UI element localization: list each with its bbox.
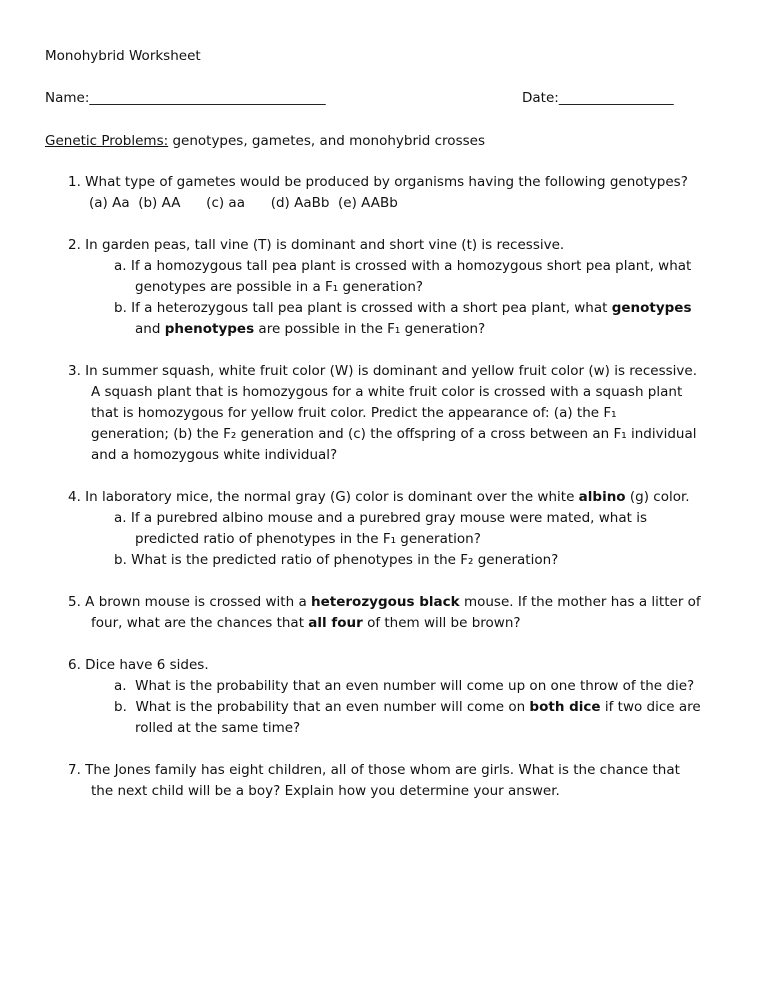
question-5-line1 bbox=[68, 592, 701, 612]
emphasis-all-four: all four bbox=[308, 615, 363, 631]
question-3-line1: 3. In summer squash, white fruit color (W) is dominant and yellow fruit color (w) is recessive. bbox=[68, 363, 697, 379]
question-1-options: (a) Aa (b) AA (c) aa (d) AaBb (e) AABb bbox=[89, 195, 398, 211]
question-6a-line1: a. What is the probability that an even number will come up on one throw of the die? bbox=[114, 678, 695, 694]
question-4b-line1: b. What is the predicted ratio of phenotypes in the F₂ generation? bbox=[114, 552, 559, 568]
question-3-line5: and a homozygous white individual? bbox=[91, 447, 338, 463]
question-5-line2-end: of them will be brown? bbox=[362, 615, 521, 631]
question-2b-text-start: and bbox=[135, 321, 165, 337]
worksheet-title: Monohybrid Worksheet bbox=[45, 48, 201, 64]
question-3-line3: that is homozygous for yellow fruit color. Predict the appearance of: (a) the F₁ bbox=[91, 405, 617, 421]
question-5-line2-text: four, what are the chances that bbox=[91, 615, 309, 631]
question-7-line2: the next child will be a boy? Explain how you determine your answer. bbox=[91, 783, 560, 799]
section-heading-label: Genetic Problems: bbox=[45, 133, 169, 149]
question-4-text: 4. In laboratory mice, the normal gray (G) color is dominant over the white bbox=[68, 489, 579, 505]
question-4-line1 bbox=[68, 487, 690, 507]
question-2b-line2 bbox=[135, 319, 485, 339]
question-6b-text-end: if two dice are bbox=[600, 699, 701, 715]
question-4a-line2: predicted ratio of phenotypes in the F₁ generation? bbox=[135, 531, 481, 547]
question-6b-text: b. What is the probability that an even number will come on bbox=[114, 699, 530, 715]
question-5-text: 5. A brown mouse is crossed with a bbox=[68, 594, 312, 610]
section-heading bbox=[45, 131, 485, 151]
question-2-text: 2. In garden peas, tall vine (T) is dominant and short vine (t) is recessive. bbox=[68, 237, 565, 253]
question-6b-line2: rolled at the same time? bbox=[135, 720, 301, 736]
question-5-text-end: mouse. If the mother has a litter of bbox=[459, 594, 701, 610]
question-2b-text-end: are possible in the F₁ generation? bbox=[254, 321, 486, 337]
question-2b-text: b. If a heterozygous tall pea plant is crossed with a short pea plant, what bbox=[114, 300, 612, 316]
emphasis-both-dice: both dice bbox=[529, 699, 601, 715]
question-6-line1: 6. Dice have 6 sides. bbox=[68, 657, 209, 673]
question-2a-line1: a. If a homozygous tall pea plant is crossed with a homozygous short pea plant, what bbox=[114, 258, 692, 274]
question-7-line1: 7. The Jones family has eight children, all of those whom are girls. What is the chance that bbox=[68, 762, 680, 778]
emphasis-heterozygous-black: heterozygous black bbox=[311, 594, 460, 610]
question-2b-line1 bbox=[114, 298, 692, 318]
section-heading-subtitle: genotypes, gametes, and monohybrid crosses bbox=[168, 133, 485, 149]
question-3-line2: A squash plant that is homozygous for a white fruit color is crossed with a squash plant bbox=[91, 384, 683, 400]
emphasis-genotypes: genotypes bbox=[611, 300, 692, 316]
question-3-line4: generation; (b) the F₂ generation and (c) the offspring of a cross between an F₁ individual bbox=[91, 426, 697, 442]
date-field: Date:_________________ bbox=[522, 90, 674, 106]
question-2a-line2: genotypes are possible in a F₁ generation? bbox=[135, 279, 424, 295]
emphasis-albino: albino bbox=[578, 489, 626, 505]
question-4a-line1: a. If a purebred albino mouse and a purebred gray mouse were mated, what is bbox=[114, 510, 647, 526]
name-field: Name:___________________________________ bbox=[45, 90, 326, 106]
question-4-text-end: (g) color. bbox=[625, 489, 690, 505]
question-6b-line1 bbox=[114, 697, 701, 717]
question-5-line2 bbox=[91, 613, 521, 633]
question-1-text: 1. What type of gametes would be produced by organisms having the following genotypes? bbox=[68, 174, 688, 190]
emphasis-phenotypes: phenotypes bbox=[164, 321, 255, 337]
